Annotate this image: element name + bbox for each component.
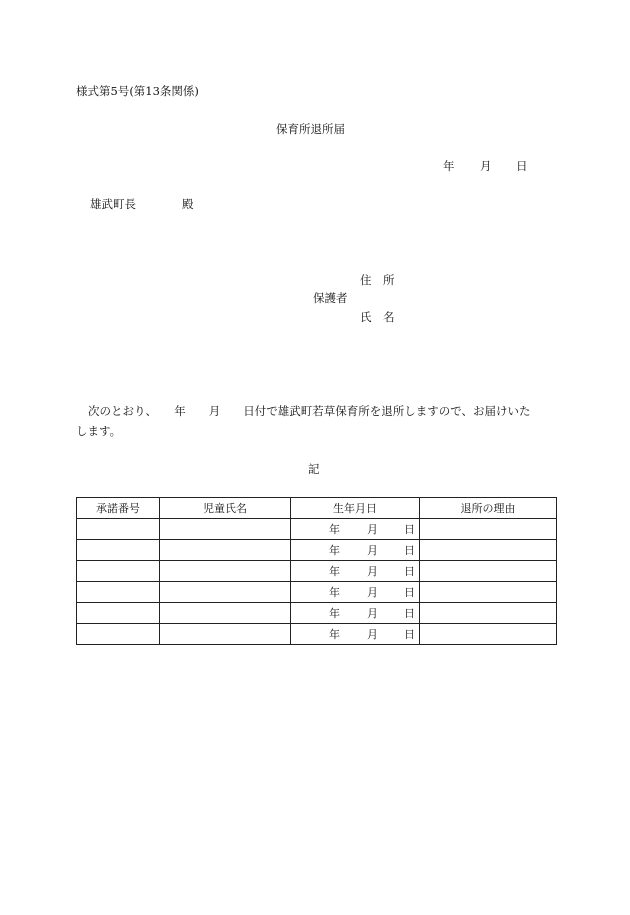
table-row <box>77 603 557 624</box>
approval-number-cell[interactable] <box>77 624 160 645</box>
table-row <box>77 582 557 603</box>
approval-number-cell[interactable] <box>77 540 160 561</box>
birth-date-month-label: 月 <box>367 565 378 578</box>
honorific: 殿 <box>182 197 194 211</box>
addressee: 雄武町長 <box>90 197 136 211</box>
table-row <box>77 561 557 582</box>
birth-date-month-label: 月 <box>367 628 378 641</box>
approval-number-cell[interactable] <box>77 603 160 624</box>
child-name-cell[interactable] <box>160 519 291 540</box>
table-header-row <box>77 498 557 519</box>
birth-date-day-label: 日 <box>404 607 415 620</box>
header-approval-number: 承諾番号 <box>77 498 160 519</box>
withdrawal-table <box>76 497 557 645</box>
child-name-cell[interactable] <box>160 561 291 582</box>
date-year-label: 年 <box>443 159 455 173</box>
withdrawal-reason-cell[interactable] <box>420 624 557 645</box>
birth-date-cell[interactable] <box>291 603 420 624</box>
table-body <box>77 519 557 645</box>
body-text-line-2: します。 <box>76 424 122 438</box>
header-child-name: 児童氏名 <box>160 498 291 519</box>
form-number: 様式第5号(第13条関係) <box>76 84 199 98</box>
birth-date-day-label: 日 <box>404 565 415 578</box>
withdrawal-reason-cell[interactable] <box>420 540 557 561</box>
header-withdrawal-reason: 退所の理由 <box>420 498 557 519</box>
birth-date-year-label: 年 <box>329 586 340 599</box>
date-month-label: 月 <box>480 159 492 173</box>
name-label: 氏 名 <box>360 310 395 324</box>
child-name-cell[interactable] <box>160 582 291 603</box>
child-name-cell[interactable] <box>160 624 291 645</box>
birth-date-month-label: 月 <box>367 607 378 620</box>
approval-number-cell[interactable] <box>77 582 160 603</box>
birth-date-year-label: 年 <box>329 565 340 578</box>
table-row <box>77 540 557 561</box>
birth-date-day-label: 日 <box>404 523 415 536</box>
withdrawal-reason-cell[interactable] <box>420 603 557 624</box>
approval-number-cell[interactable] <box>77 519 160 540</box>
table-row <box>77 519 557 540</box>
birth-date-cell[interactable] <box>291 540 420 561</box>
birth-date-year-label: 年 <box>329 523 340 536</box>
birth-date-day-label: 日 <box>404 544 415 557</box>
birth-date-year-label: 年 <box>329 544 340 557</box>
birth-date-month-label: 月 <box>367 523 378 536</box>
ki-label: 記 <box>308 462 320 476</box>
withdrawal-reason-cell[interactable] <box>420 582 557 603</box>
birth-date-cell[interactable] <box>291 624 420 645</box>
body-text-line-1: 次のとおり、 年 月 日付で雄武町若草保育所を退所しますので、お届けいた <box>88 404 531 418</box>
address-label: 住 所 <box>360 273 395 287</box>
header-birth-date: 生年月日 <box>291 498 420 519</box>
table-row <box>77 624 557 645</box>
birth-date-cell[interactable] <box>291 561 420 582</box>
birth-date-day-label: 日 <box>404 628 415 641</box>
birth-date-day-label: 日 <box>404 586 415 599</box>
guardian-label: 保護者 <box>313 291 348 305</box>
date-day-label: 日 <box>516 159 528 173</box>
approval-number-cell[interactable] <box>77 561 160 582</box>
page-title: 保育所退所届 <box>276 122 345 136</box>
withdrawal-reason-cell[interactable] <box>420 519 557 540</box>
birth-date-month-label: 月 <box>367 586 378 599</box>
birth-date-month-label: 月 <box>367 544 378 557</box>
birth-date-year-label: 年 <box>329 607 340 620</box>
birth-date-cell[interactable] <box>291 519 420 540</box>
child-name-cell[interactable] <box>160 603 291 624</box>
birth-date-cell[interactable] <box>291 582 420 603</box>
child-name-cell[interactable] <box>160 540 291 561</box>
birth-date-year-label: 年 <box>329 628 340 641</box>
withdrawal-reason-cell[interactable] <box>420 561 557 582</box>
